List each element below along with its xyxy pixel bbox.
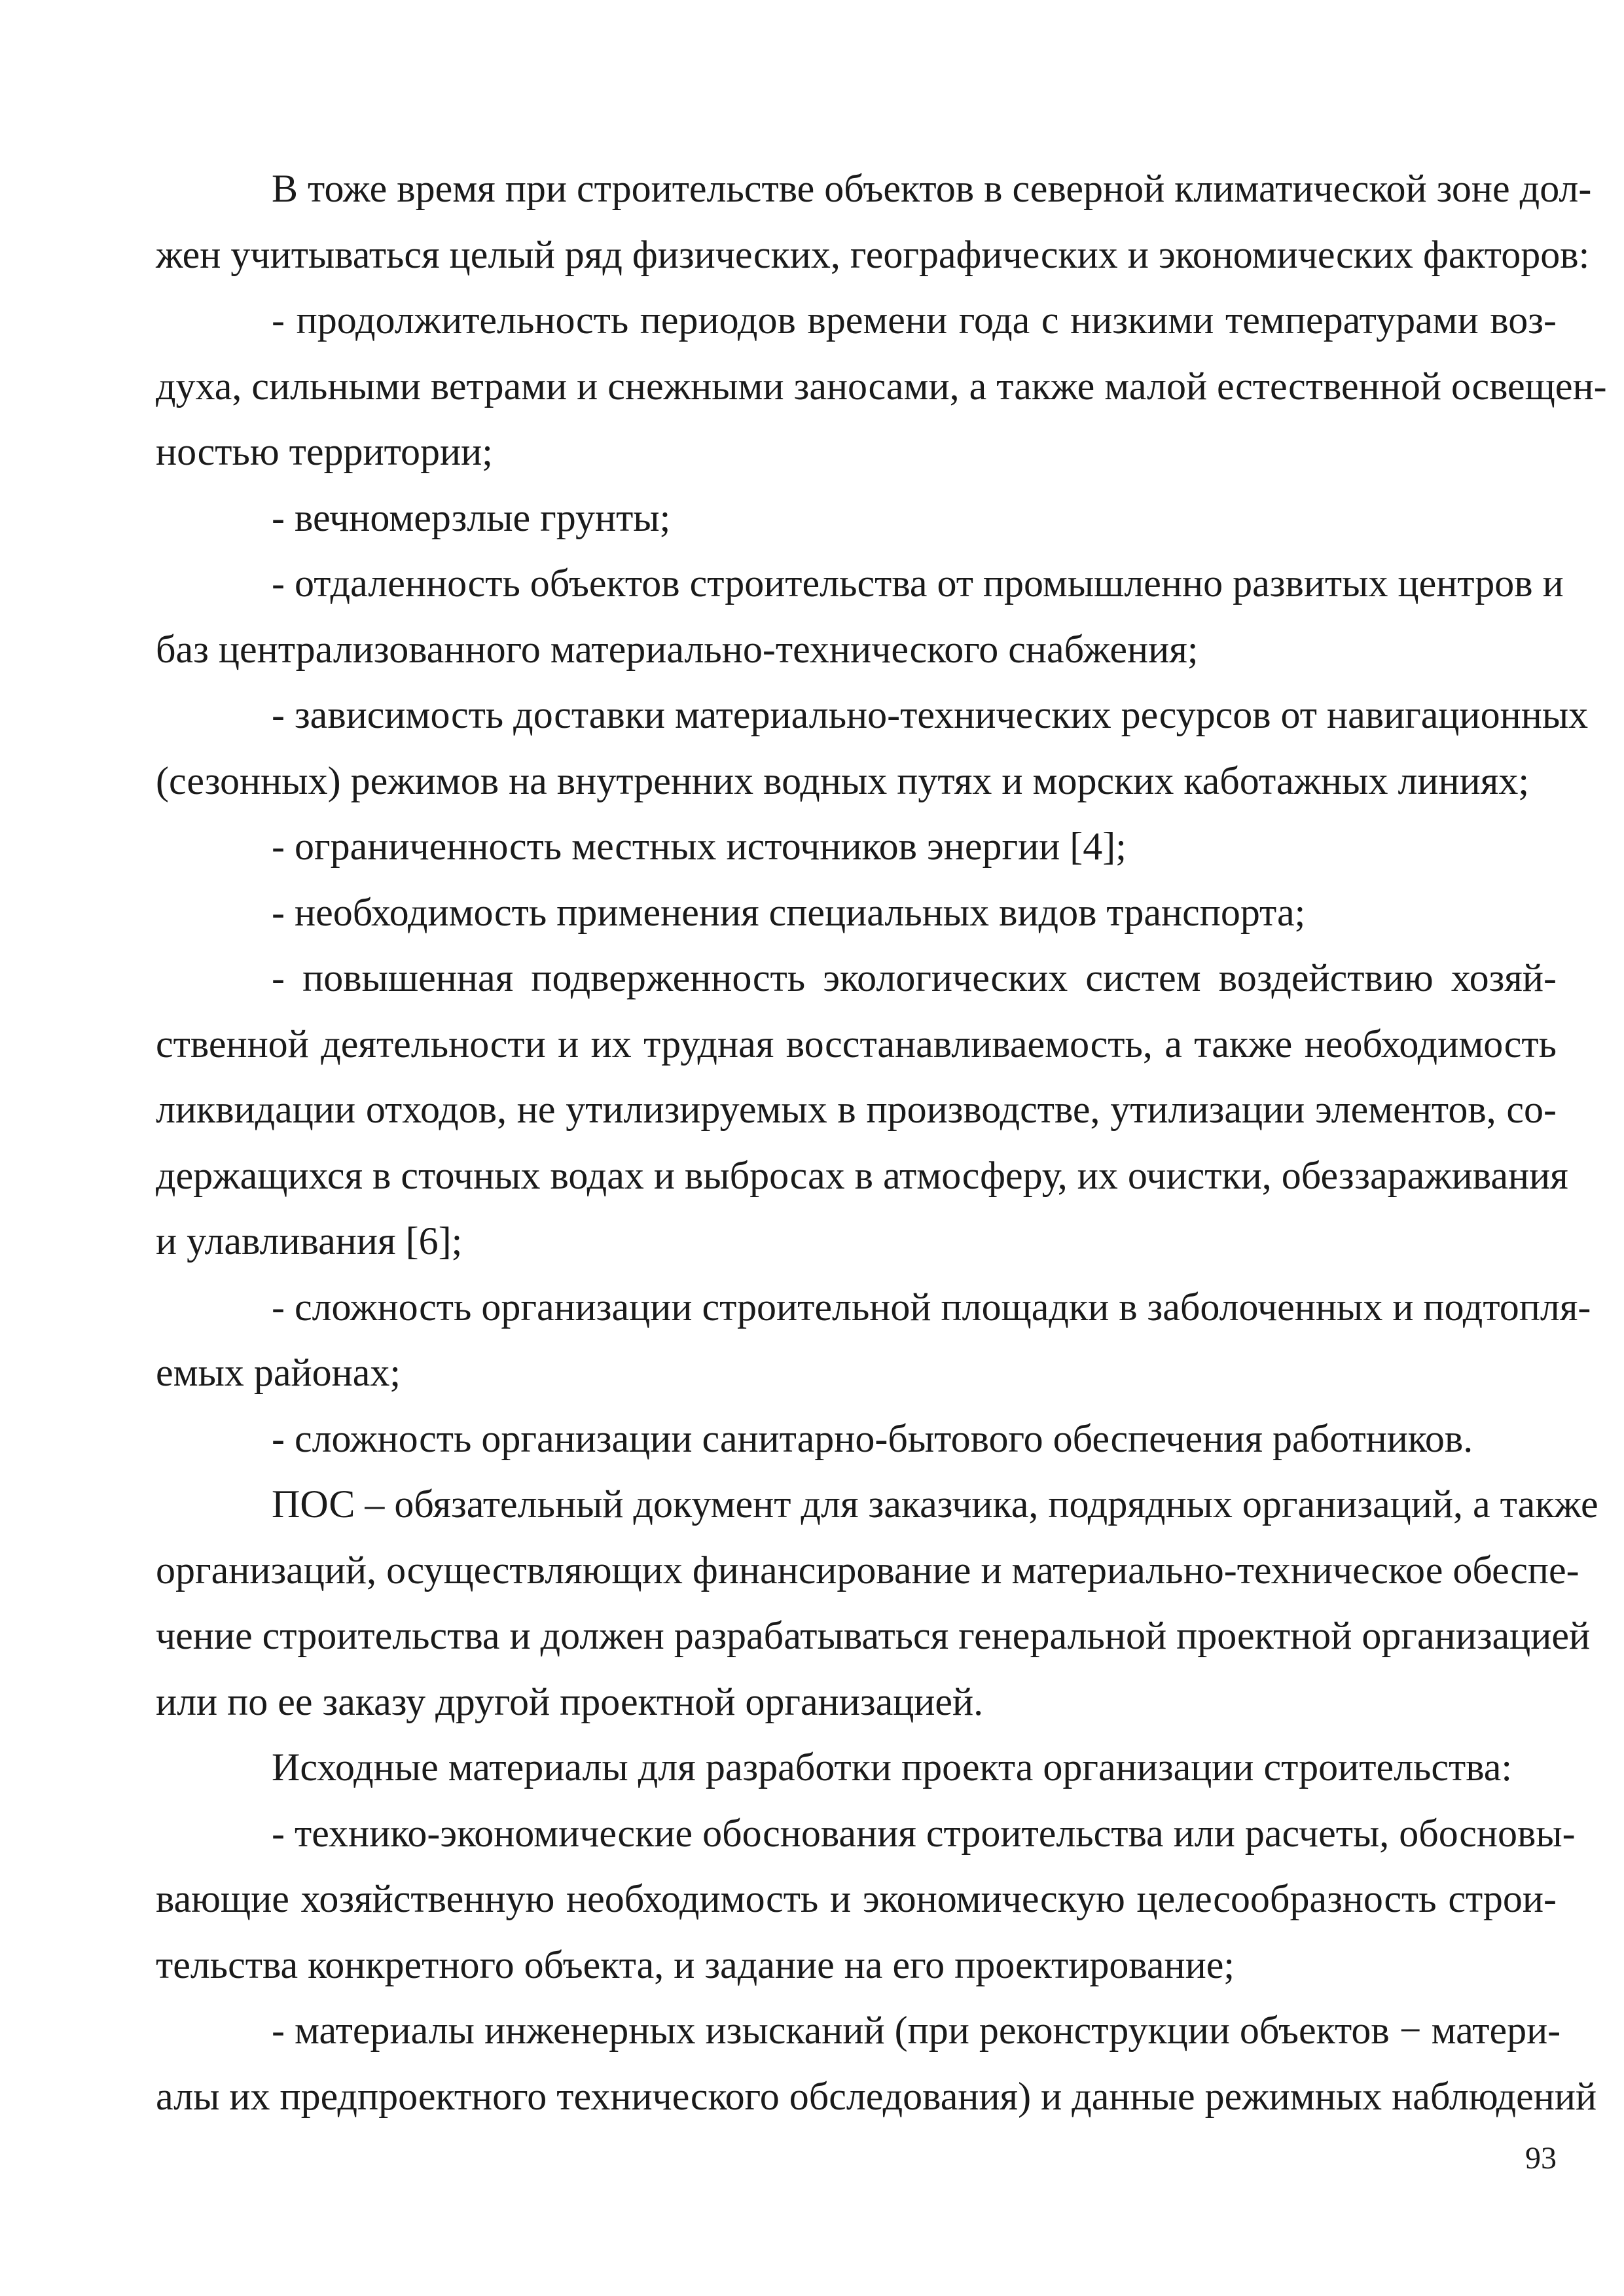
text-line: или по ее заказу другой проектной организацией. xyxy=(156,1679,984,1723)
document-page xyxy=(156,156,1607,2129)
text-line: ностью территории; xyxy=(156,430,493,473)
text-line: вающие хозяйственную необходимость и экономическую целесообразность строи- xyxy=(156,1877,1557,1920)
text-line: - технико-экономические обоснования строительства или расчеты, обосновы- xyxy=(272,1811,1576,1855)
text-line: чение строительства и должен разрабатываться генеральной проектной организацией xyxy=(156,1614,1591,1657)
text-line: держащихся в сточных водах и выбросах в атмосферу, их очистки, обеззараживания xyxy=(156,1153,1568,1197)
text-line: - зависимость доставки материально-технических ресурсов от навигационных xyxy=(272,693,1589,736)
text-line: - продолжительность периодов времени года с низкими температурами воз- xyxy=(272,298,1557,342)
text-line: - необходимость применения специальных видов транспорта; xyxy=(272,890,1306,934)
text-line: баз централизованного материально-технического снабжения; xyxy=(156,627,1199,671)
text-line: и улавливания [6]; xyxy=(156,1219,463,1263)
text-line: (сезонных) режимов на внутренних водных путях и морских каботажных линиях; xyxy=(156,759,1530,802)
text-line: - сложность организации санитарно-бытового обеспечения работников. xyxy=(272,1416,1473,1460)
text-line: алы их предпроектного технического обследования) и данные режимных наблюдений xyxy=(156,2074,1597,2118)
text-line: - отдаленность объектов строительства от промышленно развитых центров и xyxy=(272,562,1564,605)
text-line: тельства конкретного объекта, и задание на его проектирование; xyxy=(156,1943,1235,1986)
text-line: ПОС – обязательный документ для заказчика, подрядных организаций, а также xyxy=(272,1482,1598,1526)
text-line: - повышенная подверженность экологических систем воздействию хозяй- xyxy=(272,956,1557,999)
text-line: ственной деятельности и их трудная восстанавливаемость, а также необходимость xyxy=(156,1022,1557,1066)
text-line: Исходные материалы для разработки проекта организации строительства: xyxy=(272,1746,1513,1789)
text-line: - вечномерзлые грунты; xyxy=(272,495,671,539)
page-number: 93 xyxy=(1525,2141,1557,2176)
text-line: В тоже время при строительстве объектов в северной климатической зоне дол- xyxy=(272,167,1592,210)
text-line: ликвидации отходов, не утилизируемых в производстве, утилизации элементов, со- xyxy=(156,1088,1557,1131)
text-line: - материалы инженерных изысканий (при реконструкции объектов − матери- xyxy=(272,2009,1561,2052)
text-line: - ограниченность местных источников энергии [4]; xyxy=(272,825,1127,868)
text-line: - сложность организации строительной площадки в заболоченных и подтопля- xyxy=(272,1285,1591,1329)
text-line: духа, сильными ветрами и снежными заносами, а также малой естественной освещен- xyxy=(156,364,1607,408)
text-line: емых районах; xyxy=(156,1351,401,1394)
text-line: жен учитываться целый ряд физических, географических и экономических факторов: xyxy=(156,232,1590,276)
text-line: организаций, осуществляющих финансирование и материально-техническое обеспе- xyxy=(156,1548,1579,1592)
